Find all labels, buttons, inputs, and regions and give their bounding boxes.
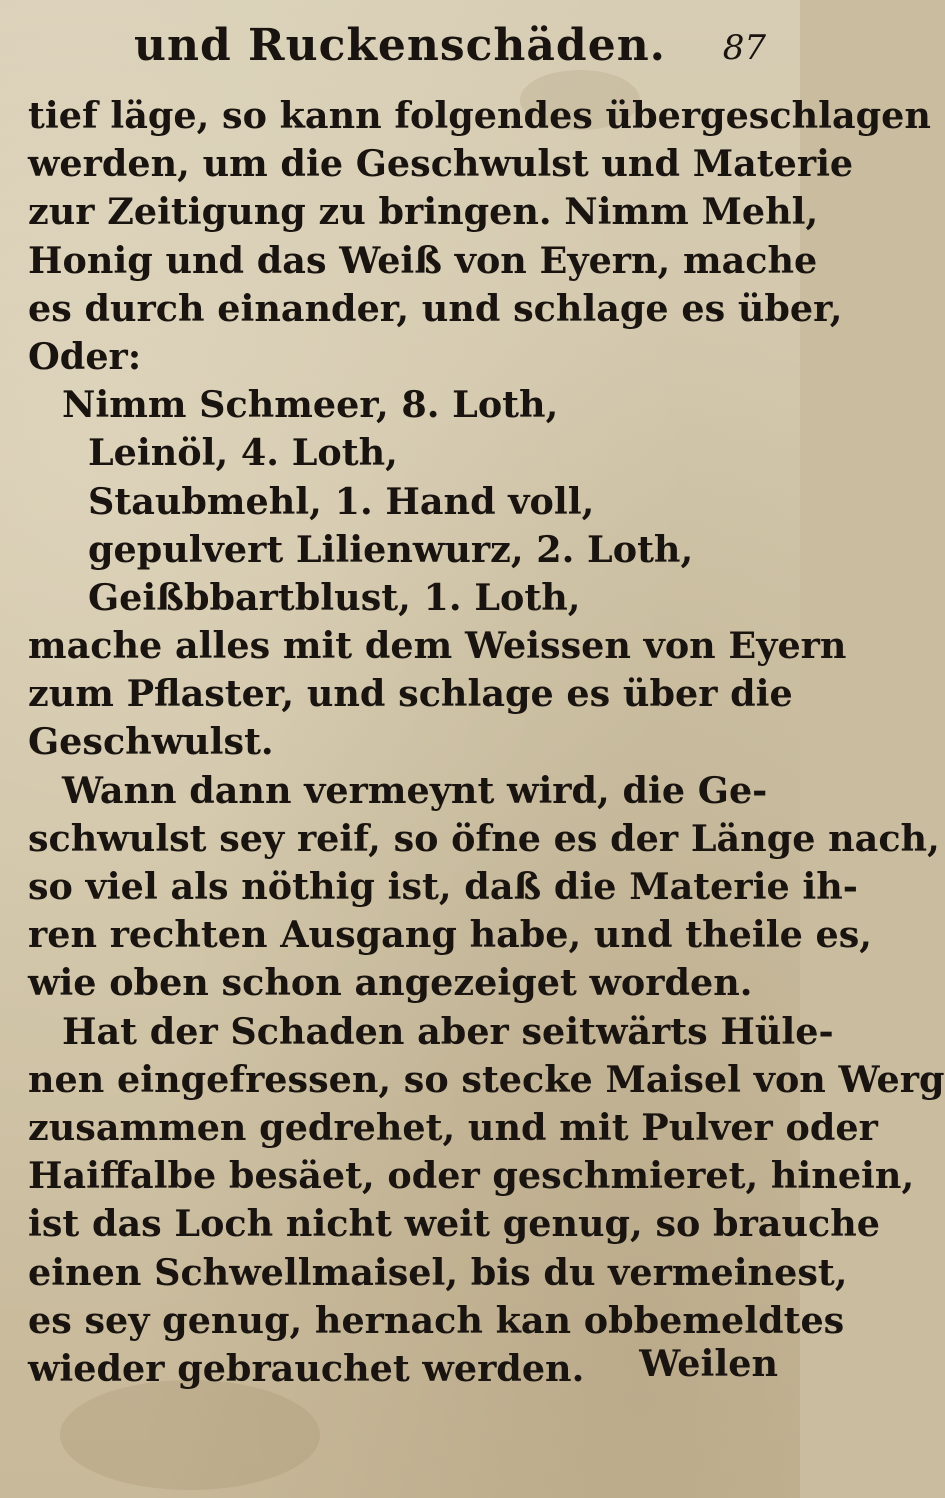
text-line: es sey genug, hernach kan obbemeldtes	[28, 1298, 845, 1342]
recipe-line: Nimm Schmeer, 8. Loth,	[62, 383, 559, 427]
text-line: wie oben schon angezeiget worden.	[28, 961, 753, 1005]
body-text	[28, 92, 945, 1393]
text-line: Geschwulst.	[28, 720, 274, 764]
text-line: schwulst sey reif, so öfne es der Länge nach,	[28, 816, 940, 860]
running-head: und Ruckenschäden.	[133, 20, 666, 71]
text-line: ist das Loch nicht weit genug, so brauche	[28, 1202, 880, 1246]
text-line: tief läge, so kann folgendes übergeschlagen	[28, 94, 931, 137]
text-line: es durch einander, und schlage es über,	[28, 286, 843, 330]
text-line: einen Schwellmaisel, bis du vermeinest,	[28, 1250, 848, 1294]
text-line: Oder:	[28, 334, 142, 378]
page-header	[0, 20, 800, 80]
text-line: werden, um die Geschwulst und Materie	[28, 142, 854, 186]
catchword: Weilen	[639, 1342, 778, 1385]
paragraph-start-line: Wann dann vermeynt wird, die Ge-	[62, 768, 768, 812]
text-line: nen eingefressen, so stecke Maisel von Werg	[28, 1057, 945, 1101]
text-line: Honig und das Weiß von Eyern, mache	[28, 238, 818, 282]
page-number: 87	[722, 28, 766, 68]
recipe-line: Geißbbartblust, 1. Loth,	[88, 575, 581, 619]
paper-stain	[60, 1380, 320, 1490]
text-line: zusammen gedrehet, und mit Pulver oder	[28, 1105, 878, 1149]
recipe-line: Staubmehl, 1. Hand voll,	[88, 479, 595, 523]
text-line: mache alles mit dem Weissen von Eyern	[28, 624, 847, 668]
text-line: Haiffalbe besäet, oder geschmieret, hinein,	[28, 1154, 915, 1198]
text-line: zum Pflaster, und schlage es über die	[28, 672, 793, 716]
text-line: wieder gebrauchet werden.	[28, 1346, 585, 1390]
text-line: so viel als nöthig ist, daß die Materie ih-	[28, 865, 858, 908]
paragraph-start-line: Hat der Schaden aber seitwärts Hüle-	[62, 1009, 834, 1053]
recipe-line: gepulvert Lilienwurz, 2. Loth,	[88, 527, 694, 571]
text-line: zur Zeitigung zu bringen. Nimm Mehl,	[28, 190, 819, 234]
recipe-line: Leinöl, 4. Loth,	[88, 431, 398, 475]
text-line: ren rechten Ausgang habe, und theile es,	[28, 913, 872, 957]
